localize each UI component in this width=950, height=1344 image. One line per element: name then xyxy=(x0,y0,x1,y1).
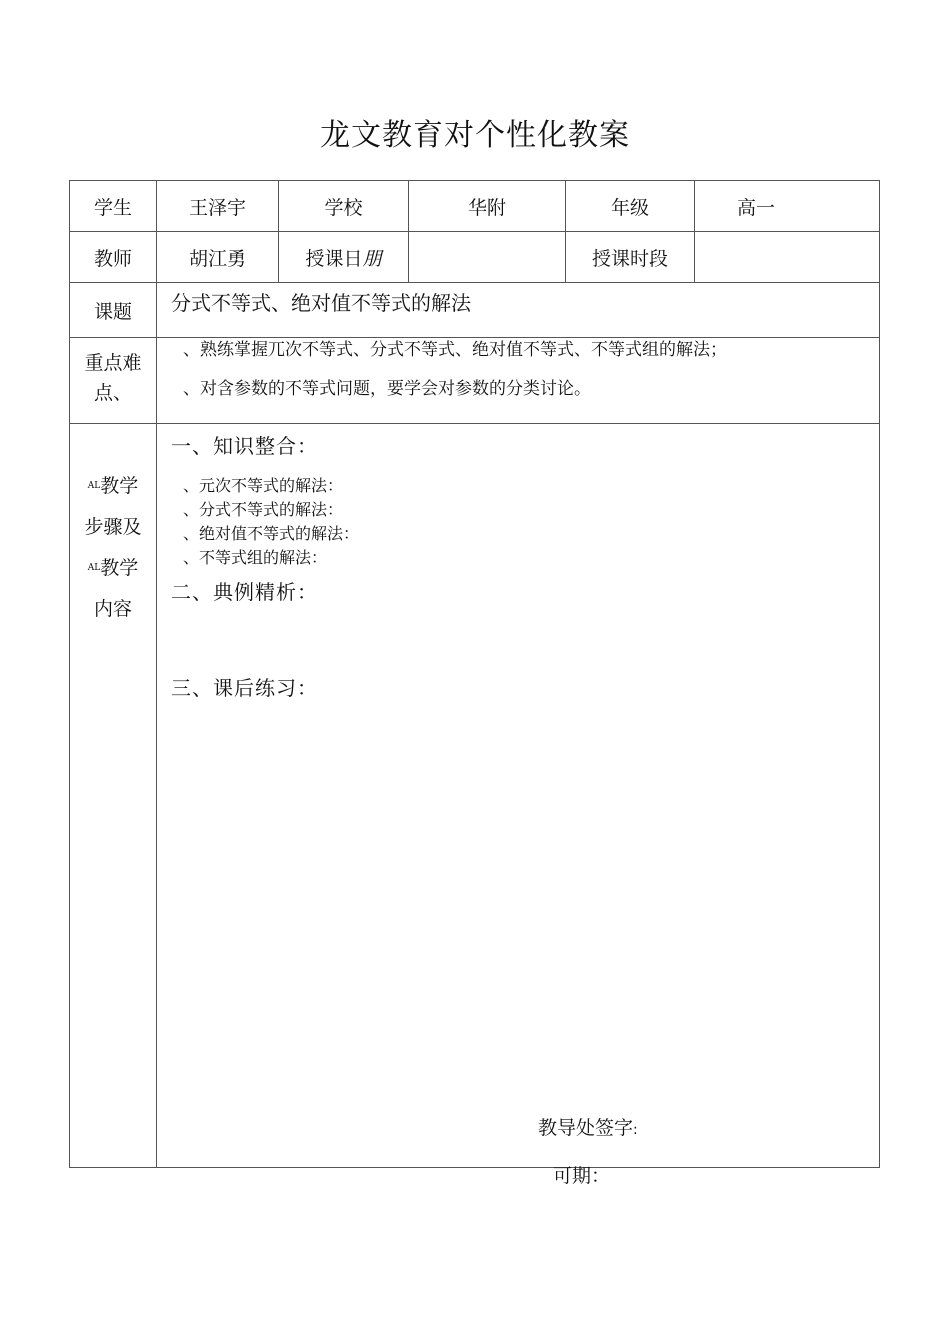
steps-content xyxy=(157,424,880,1168)
steps-label-prefix: AL xyxy=(87,563,101,573)
student-label: 学生 xyxy=(70,181,157,232)
steps-label-line2: 步骤及 xyxy=(84,516,142,538)
steps-label-line1: AL教学 xyxy=(87,475,139,497)
steps-label-line4: 内容 xyxy=(93,598,132,620)
student-value: 王泽宇 xyxy=(157,181,279,232)
teacher-value: 胡江勇 xyxy=(157,232,279,283)
lesson-date-label-main: 授课日 xyxy=(305,247,363,270)
signature-date: 可期： xyxy=(553,1165,611,1187)
knowledge-item: 、绝对值不等式的解法： xyxy=(183,524,360,543)
knowledge-item: 、分式不等式的解法： xyxy=(183,500,344,519)
table-row-topic xyxy=(70,283,880,338)
key-points-label-line2: 点、 xyxy=(93,382,132,404)
lesson-period-label: 授课时段 xyxy=(566,232,695,283)
lesson-plan-table xyxy=(69,180,880,1168)
key-points-content xyxy=(157,338,880,424)
table-row-student xyxy=(70,181,880,232)
table-row-key-points xyxy=(70,338,880,424)
steps-label xyxy=(70,424,157,1168)
lesson-date-value xyxy=(409,232,566,283)
table-row-teacher xyxy=(70,232,880,283)
section-exercises-title: 三、课后练习： xyxy=(171,676,318,700)
topic-label: 课题 xyxy=(70,283,157,338)
office-signature-colon: : xyxy=(633,1122,638,1138)
topic-value: 分式不等式、绝对值不等式的解法 xyxy=(157,283,880,338)
lesson-period-value xyxy=(695,232,880,283)
document-title: 龙文教育对个性化教案 xyxy=(320,118,630,153)
grade-value: 高一 xyxy=(695,181,880,232)
knowledge-item: 、不等式组的解法： xyxy=(183,548,328,567)
grade-label: 年级 xyxy=(566,181,695,232)
knowledge-list xyxy=(183,474,879,570)
steps-label-line3: AL教学 xyxy=(87,557,139,579)
section-knowledge-title: 一、知识整合： xyxy=(171,434,318,458)
table-row-steps xyxy=(70,424,880,1168)
knowledge-item: 、元次不等式的解法： xyxy=(183,476,344,495)
school-label: 学校 xyxy=(279,181,409,232)
key-point-item: 、熟练掌握兀次不等式、分式不等式、绝对值不等式、不等式组的解法； xyxy=(183,340,727,360)
teacher-label: 教师 xyxy=(70,232,157,283)
office-signature-label: 教导处签字 xyxy=(538,1117,634,1139)
key-points-label xyxy=(70,338,157,424)
lesson-date-label xyxy=(279,232,409,283)
lesson-date-label-italic: 朋 xyxy=(362,247,382,270)
office-signature xyxy=(538,1113,638,1140)
key-points-label-line1: 重点难 xyxy=(84,352,142,374)
school-value: 华附 xyxy=(409,181,566,232)
section-examples-title: 二、典例精析： xyxy=(171,580,318,604)
key-point-item: 、对含参数的不等式问题，要学会对参数的分类讨论。 xyxy=(183,379,591,399)
steps-label-prefix: AL xyxy=(87,481,101,491)
